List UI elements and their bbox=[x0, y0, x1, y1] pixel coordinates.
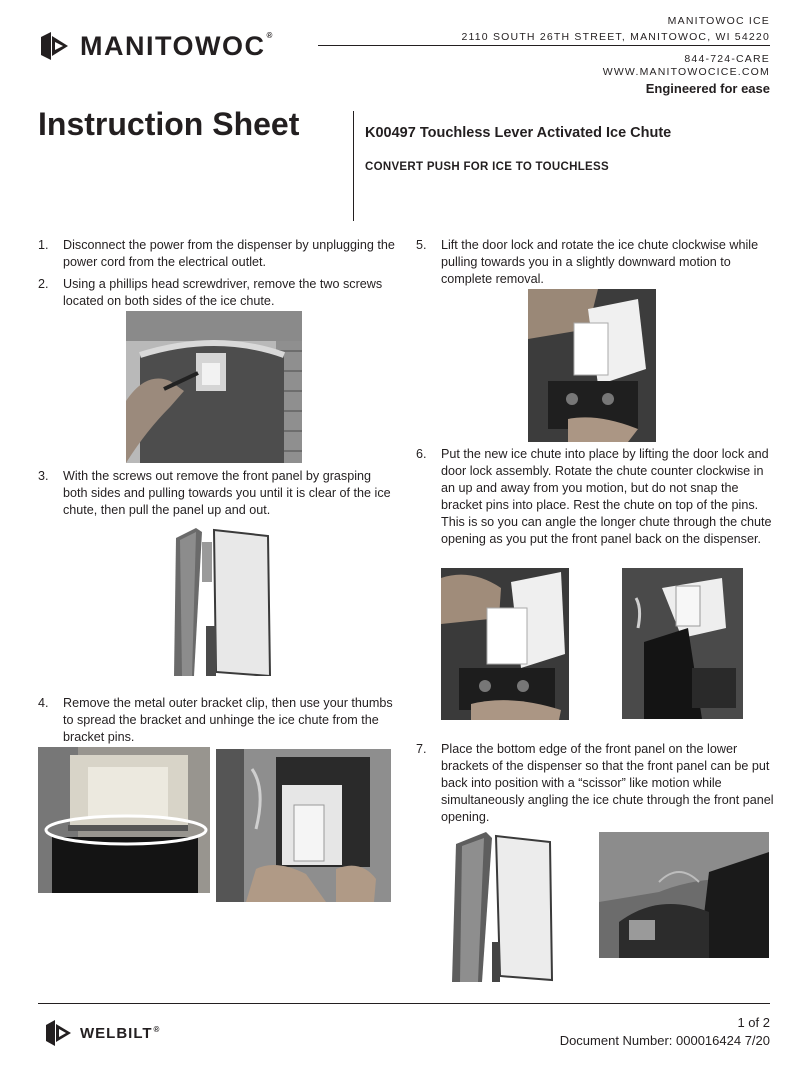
photo-install-chute-2 bbox=[622, 568, 743, 719]
photo-unhinge-chute bbox=[216, 749, 391, 902]
welbilt-brand: WELBILT bbox=[80, 1024, 153, 1042]
title-divider bbox=[353, 111, 354, 221]
step-number: 4. bbox=[38, 696, 49, 710]
company-phone: 844-724-CARE bbox=[684, 53, 770, 65]
photo-bracket-clip bbox=[38, 747, 210, 893]
product-subheading: CONVERT PUSH FOR ICE TO TOUCHLESS bbox=[365, 161, 609, 173]
step-number: 6. bbox=[416, 447, 427, 461]
step-number: 5. bbox=[416, 238, 427, 252]
photo-front-panel-removal bbox=[170, 526, 278, 676]
step-number: 1. bbox=[38, 238, 49, 252]
step-2 bbox=[38, 276, 396, 310]
step-text: Put the new ice chute into place by lifting the door lock and door lock assembly. Rotate the chute counter clockwise in an up and away from you motion, but do not snap the bracket pins into place. Rest the chute on top of the pins. This is so you can angle the longer chute through the chute opening as you put the front panel back on the dispenser. bbox=[441, 447, 772, 546]
welbilt-logo: WELBILT® bbox=[44, 1017, 160, 1049]
step-text: With the screws out remove the front panel by grasping both sides and pulling towards you until it is clear of the ice chute, then pull the panel up and out. bbox=[63, 469, 391, 517]
page-number: 1 of 2 bbox=[737, 1015, 770, 1030]
step-number: 7. bbox=[416, 742, 427, 756]
header-rule bbox=[318, 45, 770, 46]
brand-name: MANITOWOC bbox=[80, 30, 266, 61]
photo-remove-screws bbox=[126, 311, 302, 463]
company-website: WWW.MANITOWOCICE.COM bbox=[602, 66, 770, 78]
step-4 bbox=[38, 695, 396, 746]
step-text: Remove the metal outer bracket clip, then use your thumbs to spread the bracket and unhinge the ice chute from the bracket pins. bbox=[63, 696, 393, 744]
company-name: MANITOWOC ICE bbox=[667, 15, 770, 27]
step-5 bbox=[416, 237, 776, 288]
step-6 bbox=[416, 446, 776, 548]
step-text: Place the bottom edge of the front panel on the lower brackets of the dispenser so that the front panel can be put back into position with a “scissor” like motion while simultaneously angling the ice chute through the front panel opening. bbox=[441, 742, 774, 824]
company-address: 2110 SOUTH 26TH STREET, MANITOWOC, WI 54220 bbox=[461, 31, 770, 43]
step-text: Lift the door lock and rotate the ice chute clockwise while pulling towards you in a slightly downward motion to complete removal. bbox=[441, 238, 759, 286]
welbilt-logo-icon bbox=[44, 1017, 74, 1049]
step-1 bbox=[38, 237, 396, 271]
manitowoc-logo-icon bbox=[38, 28, 72, 64]
photo-replace-panel-1 bbox=[452, 830, 556, 982]
photo-replace-panel-2 bbox=[599, 832, 769, 958]
document-number: Document Number: 000016424 7/20 bbox=[559, 1033, 770, 1048]
manitowoc-logo: MANITOWOC® bbox=[38, 28, 274, 64]
footer-rule bbox=[38, 1003, 770, 1004]
tagline: Engineered for ease bbox=[645, 81, 770, 96]
product-title: K00497 Touchless Lever Activated Ice Chute bbox=[365, 125, 672, 141]
photo-rotate-chute bbox=[528, 289, 656, 442]
step-number: 3. bbox=[38, 469, 49, 483]
step-7 bbox=[416, 741, 776, 826]
photo-install-chute-1 bbox=[441, 568, 569, 720]
step-text: Disconnect the power from the dispenser by unplugging the power cord from the electrical outlet. bbox=[63, 238, 395, 269]
step-text: Using a phillips head screwdriver, remove the two screws located on both sides of the ice chute. bbox=[63, 277, 383, 308]
step-number: 2. bbox=[38, 277, 49, 291]
page-title: Instruction Sheet bbox=[38, 106, 300, 142]
step-3 bbox=[38, 468, 396, 519]
